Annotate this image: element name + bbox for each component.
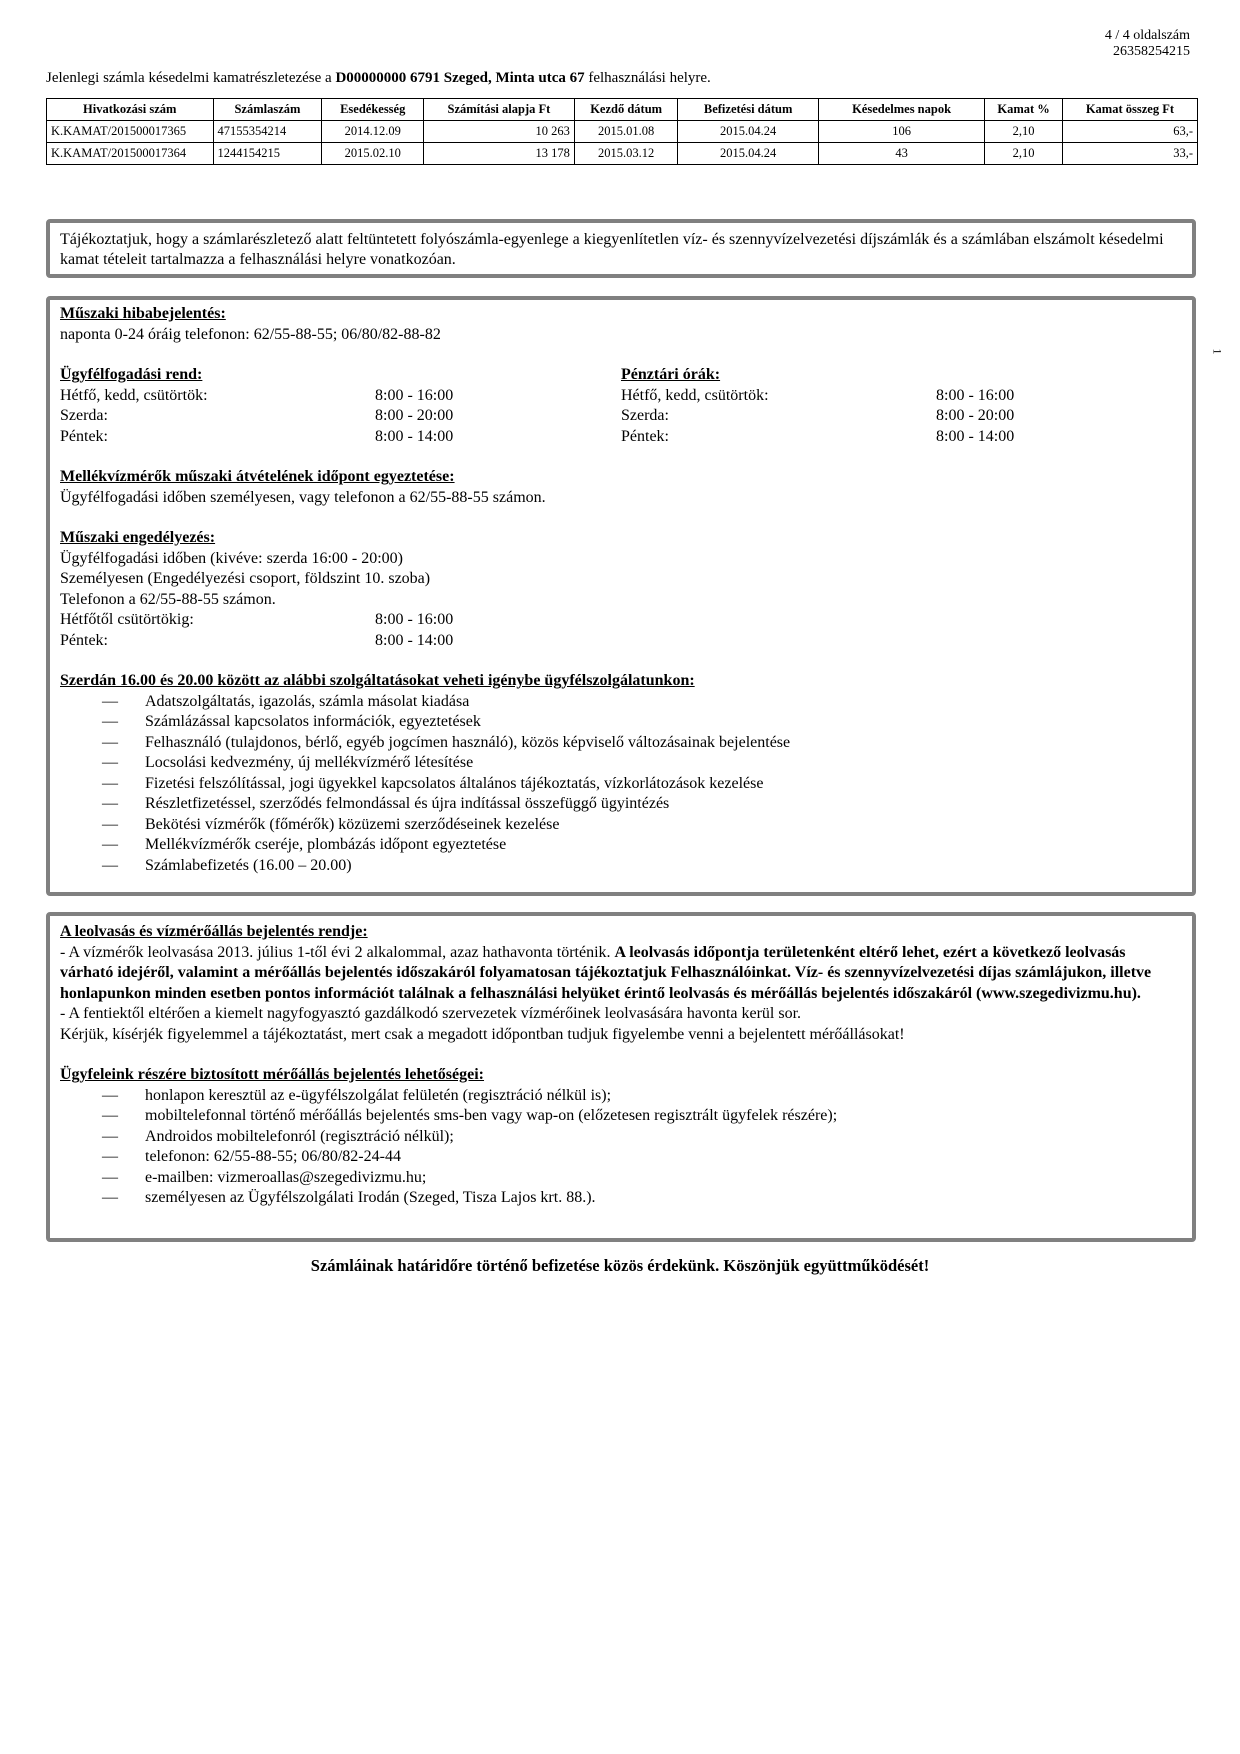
meter-reading-box <box>46 912 1196 1242</box>
cell: 33,- <box>1062 143 1197 165</box>
list-item <box>60 692 1182 713</box>
cell: 10 263 <box>424 121 575 143</box>
dash-bullet: — <box>102 815 118 833</box>
list-item <box>60 1147 1182 1168</box>
cell: 47155354214 <box>213 121 322 143</box>
dash-bullet: — <box>102 795 118 812</box>
col-header: Számítási alapja Ft <box>424 99 575 121</box>
dash-bullet: — <box>102 754 118 771</box>
page-info <box>1105 28 1190 60</box>
list-item-text: Számlázással kapcsolatos információk, egyeztetések <box>145 713 481 730</box>
cell: K.KAMAT/201500017364 <box>47 143 214 165</box>
hours-columns <box>60 365 1182 447</box>
day-label: Péntek: <box>60 631 108 649</box>
dash-bullet: — <box>102 733 118 751</box>
fault-report-text: naponta 0-24 óráig telefonon: 62/55-88-55; 06/80/82-88-82 <box>60 325 441 343</box>
cell: 2,10 <box>985 121 1063 143</box>
list-item <box>60 794 1182 815</box>
intro-line <box>46 70 711 87</box>
reporting-options-list <box>60 1086 1182 1209</box>
footer-note: Számláinak határidőre történő befizetése közös érdekünk. Köszönjük együttműködését! <box>310 1256 930 1275</box>
list-item-text: telefonon: 62/55-88-55; 06/80/82-24-44 <box>145 1148 401 1165</box>
list-item-text: Adatszolgáltatás, igazolás, számla másolat kiadása <box>145 692 470 710</box>
list-item <box>60 753 1182 774</box>
time-value: 8:00 - 20:00 <box>375 407 454 424</box>
col-header: Esedékesség <box>322 99 424 121</box>
list-item <box>60 1106 1182 1127</box>
intro-before: Jelenlegi számla késedelmi kamatrészletezése a <box>46 70 336 86</box>
cell: 106 <box>818 121 985 143</box>
list-item-text: Számlabefizetés (16.00 – 20.00) <box>145 856 352 874</box>
list-item <box>60 856 1182 877</box>
dash-bullet: — <box>102 1086 118 1104</box>
time-value: 8:00 - 14:00 <box>936 427 1015 445</box>
balance-info-text: Tájékoztatjuk, hogy a számlarészletező alatt feltüntetett folyószámla-egyenlege a kiegyenlítetlen víz- és szennyvízelvezetési díjszámlák és a számlában elszámolt késedelmi kamat tételeit tartalmazza a felhasználási helyre vonatkozóan. <box>60 231 1164 268</box>
list-item <box>60 1086 1182 1107</box>
side-mark: 1 <box>1210 348 1225 355</box>
day-label: Hétfő, kedd, csütörtök: <box>621 386 769 404</box>
dash-bullet: — <box>102 692 118 710</box>
hours-row <box>621 406 1182 427</box>
list-item-text: e-mailben: vizmeroallas@szegedivizmu.hu; <box>145 1168 427 1186</box>
cell: 2015.04.24 <box>678 121 818 143</box>
day-label: Péntek: <box>60 427 108 445</box>
time-value: 8:00 - 16:00 <box>375 611 454 628</box>
dash-bullet: — <box>102 1127 118 1145</box>
dash-bullet: — <box>102 1168 118 1186</box>
cell: 2015.04.24 <box>678 143 818 165</box>
dash-bullet: — <box>102 1189 118 1206</box>
dash-bullet: — <box>102 1107 118 1124</box>
fault-report-title: Műszaki hibabejelentés: <box>60 305 226 322</box>
interest-table <box>46 98 1198 165</box>
list-item-text: Felhasználó (tulajdonos, bérlő, egyéb jogcímen használó), közös képviselő változásainak bejelentése <box>145 733 791 751</box>
intro-address: D00000000 6791 Szeged, Minta utca 67 <box>335 70 585 86</box>
hours-row <box>60 406 621 427</box>
list-item-text: honlapon keresztül az e-ügyfélszolgálat felületén (regisztráció nélkül is); <box>145 1086 612 1104</box>
list-item-text: Bekötési vízmérők (főmérők) közüzemi szerződéseinek kezelése <box>145 815 560 833</box>
cell: 2,10 <box>985 143 1063 165</box>
table-row <box>47 121 1198 143</box>
col-header: Kezdő dátum <box>574 99 678 121</box>
list-item-text: Androidos mobiltelefonról (regisztráció nélkül); <box>145 1127 454 1145</box>
time-value: 8:00 - 14:00 <box>375 631 454 649</box>
reading-paragraph <box>60 943 1182 1005</box>
balance-info-box <box>46 219 1196 278</box>
list-item <box>60 1188 1182 1209</box>
table-header-row <box>47 99 1198 121</box>
list-item <box>60 835 1182 856</box>
cell: 2015.02.10 <box>322 143 424 165</box>
wednesday-services-list <box>60 692 1182 877</box>
list-item-text: mobiltelefonnal történő mérőállás bejelentés sms-ben vagy wap-on (előzetesen regisztrált ügyfelek részére); <box>145 1107 838 1124</box>
list-item <box>60 815 1182 836</box>
cell: 2015.03.12 <box>574 143 678 165</box>
cell: 63,- <box>1062 121 1197 143</box>
cell: 43 <box>818 143 985 165</box>
reading-title: A leolvasás és vízmérőállás bejelentés rendje: <box>60 923 368 940</box>
list-item <box>60 733 1182 754</box>
col-header: Kamat összeg Ft <box>1062 99 1197 121</box>
permit-line: Telefonon a 62/55-88-55 számon. <box>60 590 276 608</box>
list-item <box>60 1168 1182 1189</box>
dash-bullet: — <box>102 1148 118 1165</box>
col-header: Késedelmes napok <box>818 99 985 121</box>
list-item-text: személyesen az Ügyfélszolgálati Irodán (Szeged, Tisza Lajos krt. 88.). <box>145 1189 596 1206</box>
table-row <box>47 143 1198 165</box>
list-item <box>60 1127 1182 1148</box>
day-label: Péntek: <box>621 427 669 445</box>
hours-row <box>60 427 621 448</box>
list-item-text: Locsolási kedvezmény, új mellékvízmérő létesítése <box>145 754 474 771</box>
col-header: Kamat % <box>985 99 1063 121</box>
time-value: 8:00 - 20:00 <box>936 407 1015 424</box>
cashier-title: Pénztári órák: <box>621 366 721 383</box>
customer-service-box <box>46 296 1196 896</box>
dash-bullet: — <box>102 713 118 730</box>
permit-title: Műszaki engedélyezés: <box>60 529 216 546</box>
reception-hours <box>60 365 621 447</box>
cell: 2014.12.09 <box>322 121 424 143</box>
list-item-text: Fizetési felszólítással, jogi ügyekkel kapcsolatos általános tájékoztatás, vízkorlátozások kezelése <box>145 774 764 792</box>
col-header: Hivatkozási szám <box>47 99 214 121</box>
cell: 2015.01.08 <box>574 121 678 143</box>
dash-bullet: — <box>102 774 118 792</box>
list-item-text: Mellékvízmérők cseréje, plombázás időpont egyeztetése <box>145 836 507 853</box>
day-label: Szerda: <box>621 407 669 424</box>
permit-line: Személyesen (Engedélyezési csoport, földszint 10. szoba) <box>60 570 431 587</box>
cashier-hours <box>621 365 1182 447</box>
reading-p1-bold: A leolvasás időpontja területenként eltérő lehet, ezért a következő leolvasás várható idejéről, valamint a mérőállás bejelentés időszakáról folyamatosan tájékoztatjuk Felhasználóinkat. Víz- és szennyvízelvezetési díjas számlájukon, illetve honlapunkon minden esetben pontos információt találnak a felhasználási helyüket érintő leolvasás és mérőállás bejelentés időszakáról (www.szegedivizmu.hu). <box>60 943 1152 1002</box>
permit-line: Ügyfélfogadási időben (kivéve: szerda 16:00 - 20:00) <box>60 549 404 567</box>
hours-row <box>621 386 1182 407</box>
reception-title: Ügyfélfogadási rend: <box>60 366 203 383</box>
day-label: Hétfőtől csütörtökig: <box>60 611 194 628</box>
hours-row <box>60 610 1182 631</box>
hours-row <box>60 386 621 407</box>
time-value: 8:00 - 16:00 <box>375 386 454 404</box>
time-value: 8:00 - 16:00 <box>936 386 1015 404</box>
wednesday-services-title: Szerdán 16.00 és 20.00 között az alábbi szolgáltatásokat veheti igénybe ügyfélszolgálatunkon: <box>60 672 695 689</box>
document-code: 26358254215 <box>1113 44 1190 59</box>
cell: 1244154215 <box>213 143 322 165</box>
dash-bullet: — <box>102 856 118 874</box>
page-number: 4 / 4 oldalszám <box>1104 28 1190 43</box>
dash-bullet: — <box>102 836 118 853</box>
day-label: Hétfő, kedd, csütörtök: <box>60 386 208 404</box>
hours-row <box>60 631 1182 652</box>
hours-row <box>621 427 1182 448</box>
reading-p3: Kérjük, kísérjék figyelemmel a tájékoztatást, mert csak a megadott időpontban tudjuk figyelembe venni a bejelentett mérőállásokat! <box>60 1025 905 1043</box>
col-header: Befizetési dátum <box>678 99 818 121</box>
reading-p2: - A fentiektől eltérően a kiemelt nagyfogyasztó gazdálkodó szervezetek vízmérőinek leolvasására havonta kerül sor. <box>60 1005 802 1022</box>
reporting-options-title: Ügyfeleink részére biztosított mérőállás bejelentés lehetőségei: <box>60 1066 485 1083</box>
day-label: Szerda: <box>60 407 108 424</box>
cell: K.KAMAT/201500017365 <box>47 121 214 143</box>
list-item <box>60 712 1182 733</box>
time-value: 8:00 - 14:00 <box>375 427 454 445</box>
cell: 13 178 <box>424 143 575 165</box>
col-header: Számlaszám <box>213 99 322 121</box>
list-item <box>60 774 1182 795</box>
submeter-title: Mellékvízmérők műszaki átvételének időpont egyeztetése: <box>60 468 455 485</box>
reading-p1-normal: - A vízmérők leolvasása 2013. július 1-től évi 2 alkalommal, azaz hathavonta történik. <box>60 943 615 961</box>
submeter-text: Ügyfélfogadási időben személyesen, vagy telefonon a 62/55-88-55 számon. <box>60 488 546 506</box>
intro-after: felhasználási helyre. <box>584 70 711 86</box>
list-item-text: Részletfizetéssel, szerződés felmondással és újra indítással összefüggő ügyintézés <box>145 795 670 812</box>
